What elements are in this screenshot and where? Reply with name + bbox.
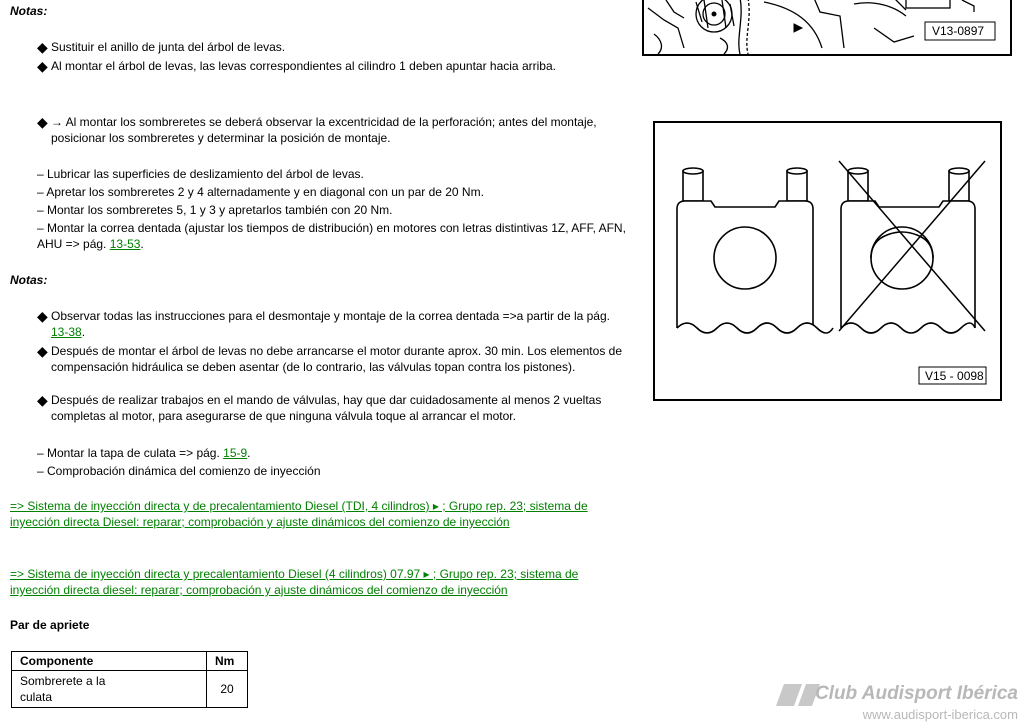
- diamond-bullet-icon: ◆: [37, 39, 48, 55]
- notes-heading: Notas:: [10, 273, 48, 287]
- page-link-13-38[interactable]: 13-38: [51, 325, 82, 339]
- injection-system-link-tdi[interactable]: => Sistema de inyección directa y de precalentamiento Diesel (TDI, 4 cilindros) ▸ ; Grupo rep. 23; sistema de inyección directa Diesel: reparar; comprobación y ajuste dinámicos del comienzo de inyección: [10, 499, 588, 529]
- bearing-caps-illustration: [655, 123, 1000, 399]
- notes-heading: Notas:: [10, 4, 48, 18]
- step-item: – Comprobación dinámica del comienzo de inyección: [37, 464, 321, 478]
- figure-label: V15 - 0098: [925, 369, 984, 383]
- club-logo-icon: [776, 684, 820, 706]
- bullet-text: Sustituir el anillo de junta del árbol de levas.: [51, 40, 286, 54]
- torque-table: [11, 651, 248, 708]
- watermark-url: www.audisport-iberica.com: [862, 707, 1018, 722]
- torque-heading: Par de apriete: [10, 618, 90, 632]
- step-item: – Lubricar las superficies de deslizamiento del árbol de levas.: [37, 167, 364, 181]
- timing-belt-figure: [642, 0, 1012, 56]
- page-link-13-53[interactable]: 13-53: [109, 237, 141, 251]
- step-item: – Apretar los sombreretes 2 y 4 alternadamente y en diagonal con un par de 20 Nm.: [37, 185, 484, 199]
- bullet-text: Después de realizar trabajos en el mando de válvulas, hay que dar cuidadosamente al menos 2 vueltas completas al motor, para asegurarse de que ninguna válvula toque al arrancar el motor.: [51, 393, 602, 423]
- bullet-text: Observar todas las instrucciones para el desmontaje y montaje de la correa dentada =>a partir de la pág.: [51, 309, 610, 323]
- diamond-bullet-icon: ◆: [37, 392, 48, 408]
- watermark-title: Club Audisport Ibérica: [814, 683, 1018, 704]
- table-row: [12, 671, 248, 708]
- bullet-text: Al montar los sombreretes se deberá observar la excentricidad de la perforación; antes del montaje, posicionar los sombreretes y determinar la posición de montaje.: [51, 115, 597, 145]
- step-text: – Montar la correa dentada (ajustar los tiempos de distribución) en motores con letras distintivas 1Z, AFF, AFN, AHU => pág.: [37, 221, 626, 251]
- diamond-bullet-icon: ◆: [37, 308, 48, 324]
- diamond-bullet-icon: ◆: [37, 343, 48, 359]
- bullet-text: Después de montar el árbol de levas no debe arrancarse el motor durante aprox. 30 min. Los elementos de compensación hidráulica se deben asentar (de lo contrario, las válvulas topan contra los pistones).: [51, 344, 622, 374]
- step-item: – Montar los sombreretes 5, 1 y 3 y apretarlos también con 20 Nm.: [37, 203, 393, 217]
- table-cell: 20: [207, 671, 248, 708]
- arrow-icon: →: [51, 115, 63, 129]
- figure-label: V13-0897: [932, 24, 985, 38]
- step-item: – Montar la correa dentada (ajustar los tiempos de distribución) en motores con letras distintivas 1Z, AFF, AFN, AHU => pág. 13-53.: [37, 221, 626, 251]
- step-text: – Montar la tapa de culata => pág.: [37, 446, 224, 460]
- injection-system-link-0797[interactable]: => Sistema de inyección directa y precalentamiento Diesel (4 cilindros) 07.97 ▸ ; Grupo rep. 23; sistema de inyección directa diesel: reparar; comprobación y ajuste dinámicos del comienzo de inyección: [10, 567, 579, 597]
- diamond-bullet-icon: ◆: [37, 114, 48, 130]
- step-item: – Montar la tapa de culata => pág. 15-9.: [37, 446, 251, 460]
- page-link-15-9[interactable]: 15-9: [223, 446, 248, 460]
- column-header: Nm: [207, 652, 248, 671]
- bullet-text: Al montar el árbol de levas, las levas correspondientes al cilindro 1 deben apuntar hacia arriba.: [51, 59, 556, 73]
- table-header-row: [12, 652, 248, 671]
- table-cell: Sombrerete a la culata: [12, 671, 207, 708]
- bearing-caps-figure: [653, 121, 1002, 401]
- diamond-bullet-icon: ◆: [37, 58, 48, 74]
- column-header: Componente: [12, 652, 207, 671]
